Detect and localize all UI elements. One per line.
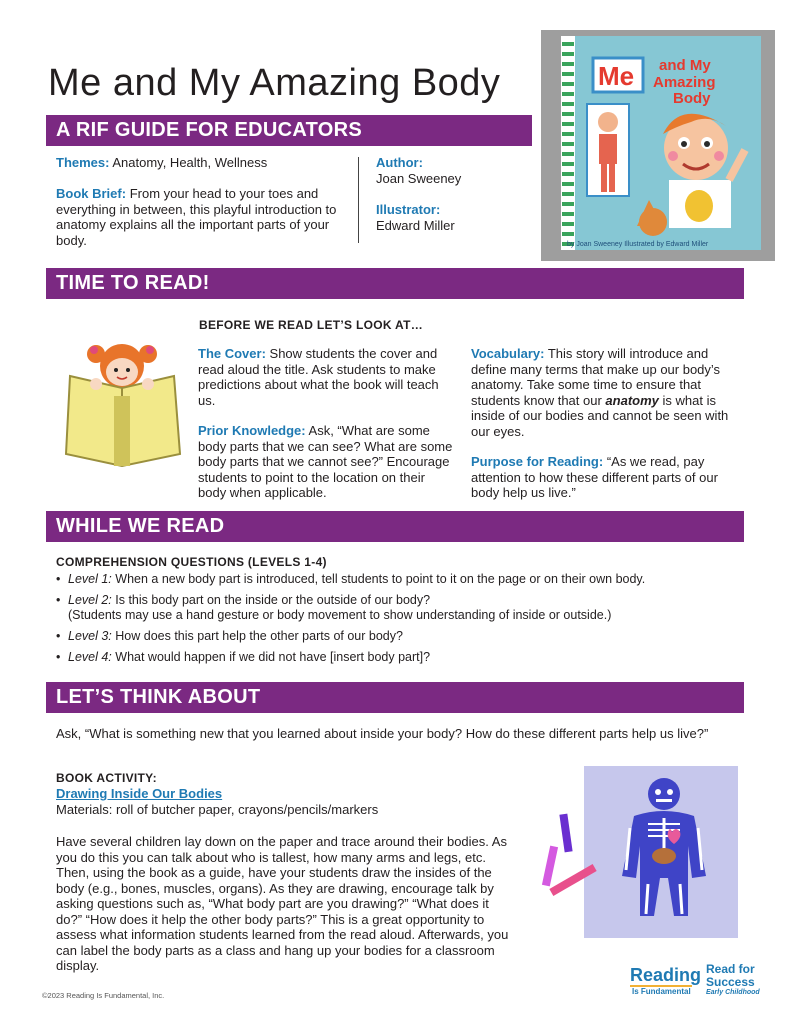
column-divider <box>358 157 359 243</box>
body-drawing-illustration <box>538 766 738 942</box>
the-cover-text: Show students the cover and read aloud the title. Ask students to make predictions about what the book will teach us. <box>198 346 439 408</box>
page-title: Me and My Amazing Body <box>48 62 501 104</box>
book-brief-block <box>56 186 348 248</box>
prior-knowledge-text: Ask, “What are some body parts that we can see? What are some body parts that we cannot see?” Encourage students to point to the location on their body when applicable. <box>198 423 453 500</box>
author-block <box>376 155 526 186</box>
guide-header-bar: A RIF GUIDE FOR EDUCATORS <box>46 115 532 146</box>
author-label: Author: <box>376 155 423 170</box>
book-brief-label: Book Brief: <box>56 186 127 201</box>
themes-text: Anatomy, Health, Wellness <box>112 155 268 170</box>
girl-reading-book-illustration <box>62 336 186 468</box>
comprehension-questions-heading: COMPREHENSION QUESTIONS (LEVELS 1-4) <box>56 555 327 569</box>
illustrator-block <box>376 202 526 233</box>
themes-label: Themes: <box>56 155 110 170</box>
cover-credits: by Joan Sweeney Illustrated by Edward Miller <box>567 241 709 248</box>
book-cover-image <box>541 30 775 261</box>
vocabulary-block: Vocabulary: This story will introduce and define many terms that make up our body’s anatomy. Take some time to ensure that students know that our anatomy is what is inside of our bodies and cannot be seen with our eyes. <box>471 346 729 439</box>
illustrator-name: Edward Miller <box>376 217 455 233</box>
prior-knowledge-label: Prior Knowledge: <box>198 423 306 438</box>
themes-block <box>56 155 346 171</box>
list-item: • Level 2: Is this body part on the inside or the outside of our body? (Students may use a hand gesture or body movement to show understanding of inside or outside.) <box>56 593 746 623</box>
the-cover-block <box>198 346 456 408</box>
activity-title: Drawing Inside Our Bodies <box>56 786 223 801</box>
svg-text:and My: and My <box>659 57 711 74</box>
the-cover-label: The Cover: <box>198 346 266 361</box>
list-item: • Level 4: What would happen if we did not have [insert body part]? <box>56 650 746 665</box>
svg-text:Body: Body <box>673 90 711 107</box>
vocabulary-label: Vocabulary: <box>471 346 545 361</box>
before-we-read-heading: BEFORE WE READ LET’S LOOK AT… <box>199 318 424 332</box>
think-question: Ask, “What is something new that you learned about inside your body? How do these different parts help us live?” <box>56 726 709 741</box>
time-to-read-bar: TIME TO READ! <box>46 268 744 299</box>
purpose-block <box>471 454 737 501</box>
prior-knowledge-block <box>198 423 456 501</box>
author-name: Joan Sweeney <box>376 170 462 186</box>
anatomy-term: anatomy <box>605 392 659 408</box>
while-we-read-bar: WHILE WE READ <box>46 511 744 542</box>
svg-text:Amazing: Amazing <box>653 74 716 91</box>
book-brief-text: From your head to your toes and everything in between, this playful introduction to anatomy explains all the important parts of your body. <box>56 186 337 248</box>
read-for-success-logo: Read for Success Early Childhood <box>706 962 760 996</box>
cover-title-me: Me <box>598 61 635 91</box>
lets-think-about-bar: LET’S THINK ABOUT <box>46 682 744 713</box>
list-item: • Level 3: How does this part help the other parts of our body? <box>56 629 746 644</box>
list-item: • Level 1: When a new body part is introduced, tell students to point to it on the page or on their own body. <box>56 572 746 587</box>
rif-logo: Reading Is Fundamental <box>630 965 702 996</box>
activity-paragraph: Have several children lay down on the paper and trace around their bodies. As you do this you can talk about who is tallest, how many arms and legs, etc. Then, using the book as a guide, have your students draw the insides of the body (e.g., bones, muscles, organs). As they are drawing, encourage talk by asking questions such as, “What body part are you drawing?” “What does it do?” “How does it help the other body parts?” This is a great opportunity to assess what information students learned from the read aloud. Afterwards, you can label the body parts as a class and hang up your bodies for a classroom display. <box>56 834 509 973</box>
materials-text: Materials: roll of butcher paper, crayons/pencils/markers <box>56 802 379 817</box>
illustrator-label: Illustrator: <box>376 202 441 217</box>
copyright-text: ©2023 Reading Is Fundamental, Inc. <box>42 991 165 1000</box>
purpose-text: “As we read, pay attention to how these different parts of our body help us live.” <box>471 454 718 500</box>
purpose-label: Purpose for Reading: <box>471 454 604 469</box>
comprehension-questions-list <box>56 572 746 671</box>
book-activity-label: BOOK ACTIVITY: <box>56 771 157 785</box>
